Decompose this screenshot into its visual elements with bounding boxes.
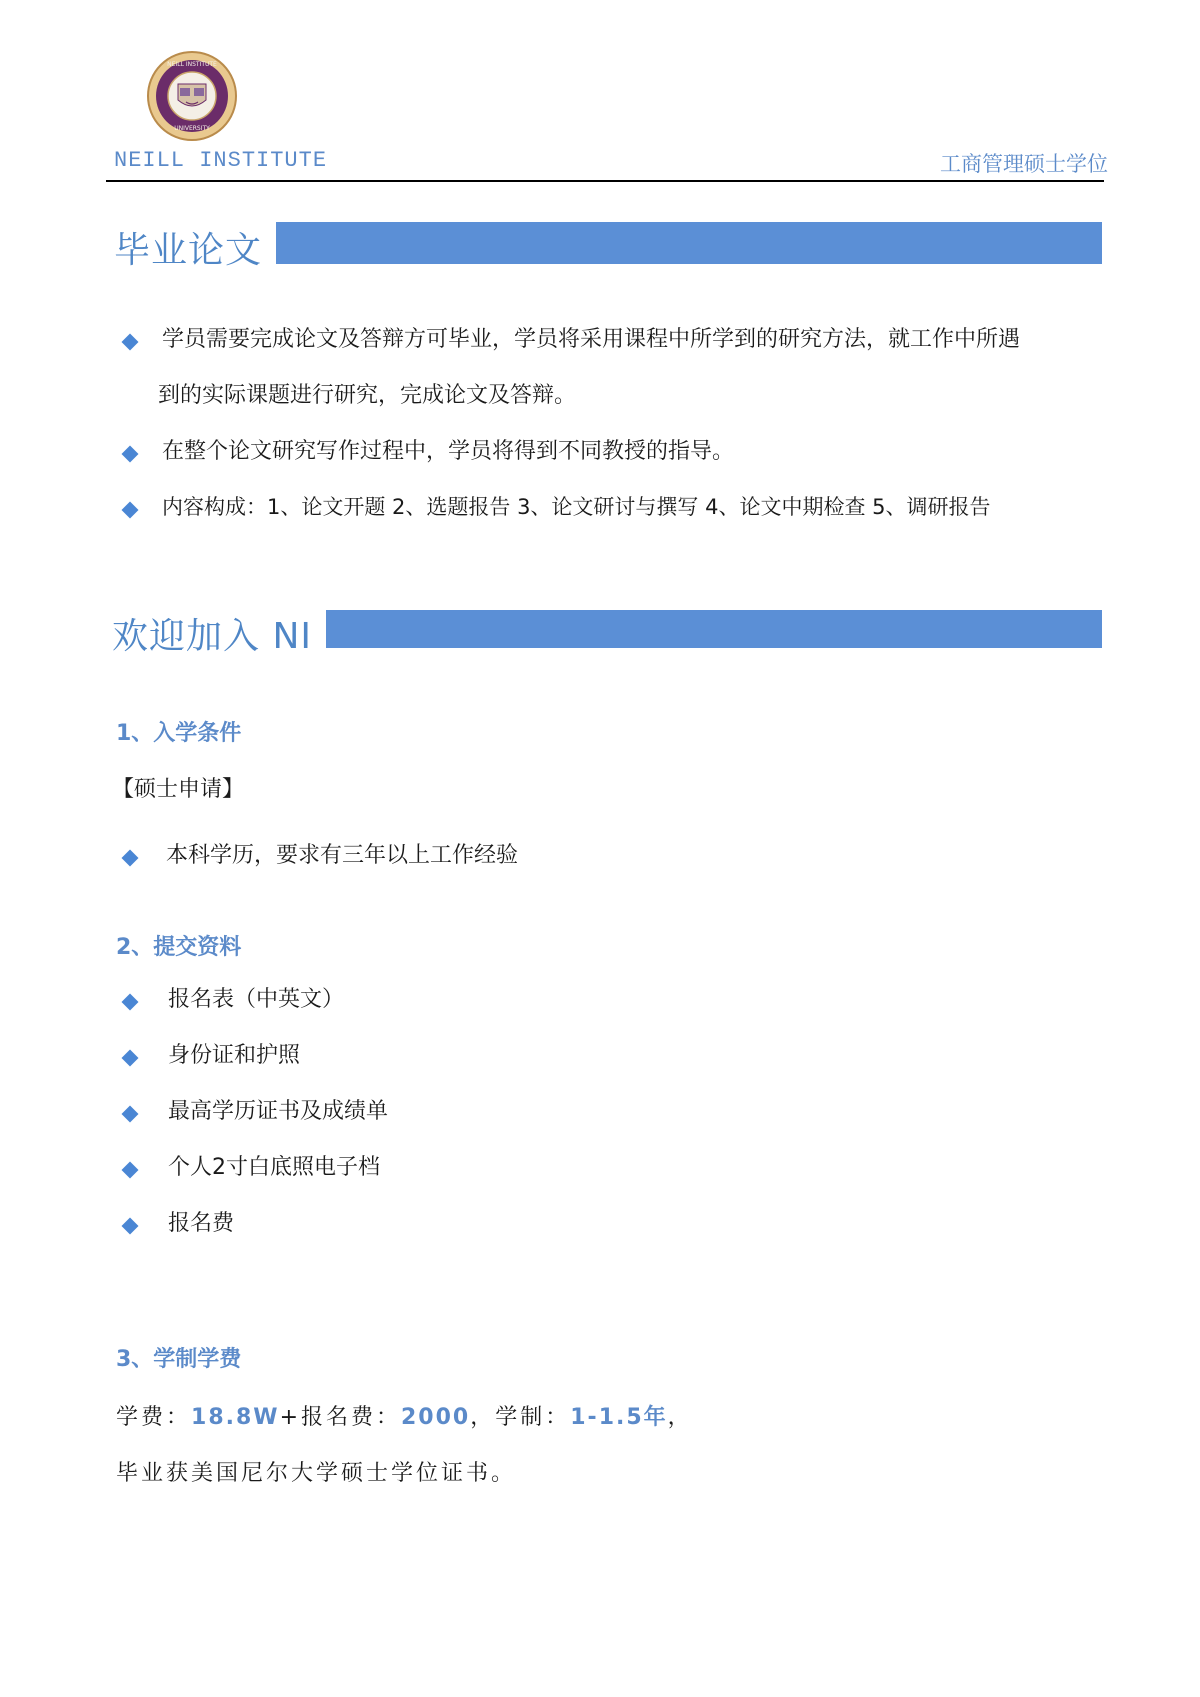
svg-text:NEILL INSTITUTE: NEILL INSTITUTE <box>167 61 217 68</box>
degree-note: 毕业获美国尼尔大学硕士学位证书。 <box>116 1461 517 1486</box>
materials-item-text: 最高学历证书及成绩单 <box>168 1099 389 1124</box>
fee-label: +报名费： <box>279 1405 401 1430</box>
diamond-bullet-icon <box>122 1050 139 1067</box>
diamond-bullet-icon <box>122 1218 139 1235</box>
materials-item <box>124 1042 300 1071</box>
materials-item-text: 身份证和护照 <box>168 1043 301 1068</box>
fees-heading: 3、学制学费 <box>116 1347 242 1372</box>
admission-item-text: 本科学历，要求有三年以上工作经验 <box>166 843 519 868</box>
materials-heading: 2、提交资料 <box>116 935 242 960</box>
brand-name: NEILL INSTITUTE <box>114 148 328 173</box>
thesis-bullet-3 <box>124 494 991 521</box>
diamond-bullet-icon <box>122 502 139 519</box>
diamond-bullet-icon <box>122 1162 139 1179</box>
header-divider <box>106 180 1104 182</box>
thesis-bullet-3-text: 内容构成：1、论文开题 2、选题报告 3、论文研讨与撰写 4、论文中期检查 5、调研报告 <box>162 495 991 519</box>
duration-value: 1-1.5年 <box>570 1405 668 1430</box>
admission-item <box>124 842 518 871</box>
university-seal-icon <box>146 50 238 142</box>
diamond-bullet-icon <box>122 446 139 463</box>
materials-item-text: 报名费 <box>168 1211 235 1236</box>
section-bar-join <box>326 610 1102 648</box>
diamond-bullet-icon <box>122 1106 139 1123</box>
svg-text:UNIVERSITY: UNIVERSITY <box>174 125 210 132</box>
materials-item-text: 报名表（中英文） <box>168 987 345 1012</box>
thesis-bullet-1-line1: 学员需要完成论文及答辩方可毕业，学员将采用课程中所学到的研究方法，就工作中所遇 <box>162 327 1021 352</box>
tuition-label: 学费： <box>116 1405 192 1430</box>
fees-line <box>116 1404 693 1433</box>
materials-item-text: 个人2寸白底照电子档 <box>168 1155 380 1180</box>
thesis-bullet-1 <box>124 326 1020 355</box>
materials-item <box>124 1154 380 1183</box>
thesis-bullet-1-line2: 到的实际课题进行研究，完成论文及答辩。 <box>158 383 577 408</box>
diamond-bullet-icon <box>122 334 139 351</box>
admission-sub: 【硕士申请】 <box>112 777 245 802</box>
materials-item <box>124 1210 234 1239</box>
section-title-join: 欢迎加入 NI <box>112 616 312 657</box>
duration-label: ，学制： <box>470 1405 571 1430</box>
diamond-bullet-icon <box>122 850 139 867</box>
thesis-bullet-2 <box>124 438 734 467</box>
tuition-value: 18.8W <box>191 1405 280 1430</box>
admission-heading: 1、入学条件 <box>116 721 242 746</box>
fee-value: 2000 <box>401 1405 471 1430</box>
program-name: 工商管理硕士学位 <box>940 152 1108 176</box>
materials-item <box>124 1098 388 1127</box>
materials-item <box>124 986 344 1015</box>
section-title-thesis: 毕业论文 <box>114 230 263 271</box>
trailing-comma: ， <box>667 1405 693 1430</box>
thesis-bullet-2-text: 在整个论文研究写作过程中，学员将得到不同教授的指导。 <box>162 439 735 464</box>
diamond-bullet-icon <box>122 994 139 1011</box>
section-bar-thesis <box>276 222 1102 264</box>
